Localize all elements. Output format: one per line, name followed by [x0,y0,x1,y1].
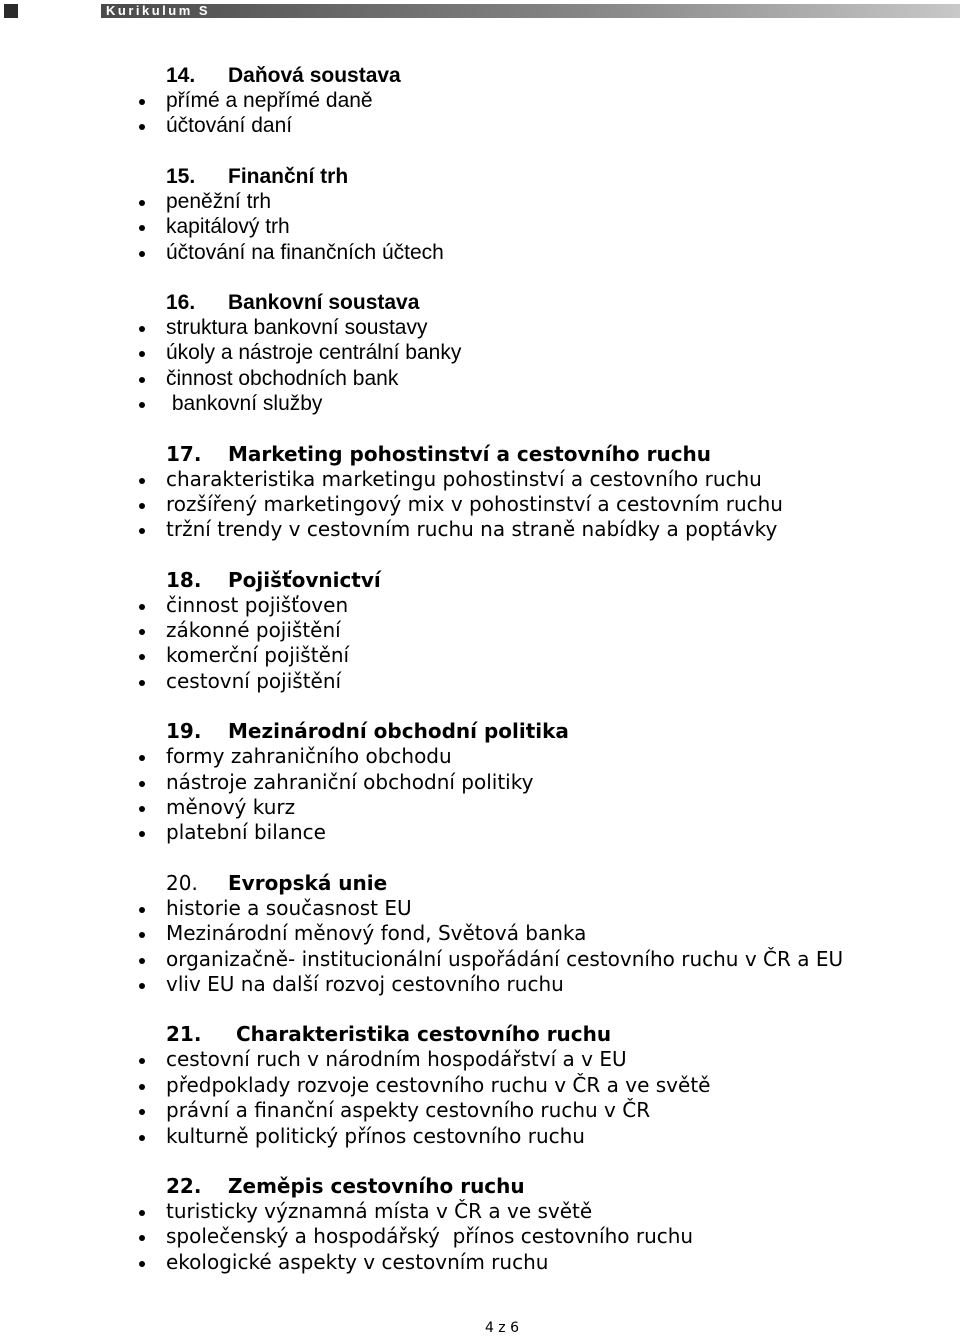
list-item: přímé a nepřímé daně [0,88,960,113]
section-title [0,871,960,896]
list-item: rozšířený marketingový mix v pohostinství a cestovním ruchu [0,492,960,517]
list-item: společenský a hospodářský přínos cestovního ruchu [0,1224,960,1249]
section-number: 21. [166,1022,202,1047]
section-14 [0,63,960,139]
list-item: platební bilance [0,820,960,845]
list-item: předpoklady rozvoje cestovního ruchu v ČR a ve světě [0,1073,960,1098]
header-bar [101,4,960,18]
section-15 [0,164,960,265]
list-item: účtování na finančních účtech [0,240,960,265]
section-number: 16. [166,290,196,314]
list-item: historie a současnost EU [0,896,960,921]
section-title [0,290,960,315]
list-item: turisticky významná místa v ČR a ve světě [0,1199,960,1224]
section-title [0,164,960,189]
list-item: Mezinárodní měnový fond, Světová banka [0,921,960,946]
bullet-list [0,315,960,417]
header-title: Kurikulum S [106,3,211,18]
section-heading: Bankovní soustava [228,290,420,314]
section-number: 18. [166,567,202,592]
section-title [0,568,960,593]
section-number: 14. [166,64,196,87]
section-title [0,1174,960,1199]
section-number: 20. [166,870,198,895]
list-item: formy zahraničního obchodu [0,744,960,769]
page-number: 4 z 6 [484,1320,520,1336]
list-item: cestovní pojištění [0,669,960,694]
section-heading: Mezinárodní obchodní politika [228,719,569,744]
list-item: kapitálový trh [0,214,960,239]
list-item: charakteristika marketingu pohostinství a cestovního ruchu [0,467,960,492]
list-item: struktura bankovní soustavy [0,315,960,340]
bullet-list [0,88,960,139]
bullet-list [0,189,960,265]
list-item: činnost pojišťoven [0,593,960,618]
list-item: organizačně- institucionální uspořádání cestovního ruchu v ČR a EU [0,947,960,972]
section-heading: Daňová soustava [228,64,401,87]
section-heading: Evropská unie [228,870,388,895]
bullet-list [0,896,960,998]
section-number: 15. [166,164,196,188]
list-item: peněžní trh [0,189,960,214]
section-title [0,63,960,88]
section-title [0,719,960,744]
section-heading: Pojišťovnictví [228,567,381,592]
section-title [0,1022,960,1047]
list-item: právní a finanční aspekty cestovního ruchu v ČR [0,1098,960,1123]
list-item: zákonné pojištění [0,618,960,643]
list-item: kulturně politický přínos cestovního ruchu [0,1124,960,1149]
page-footer [0,1318,960,1338]
list-item: cestovní ruch v národním hospodářství a v EU [0,1047,960,1072]
curriculum-content [0,63,960,1300]
section-20 [0,871,960,998]
list-item: tržní trendy v cestovním ruchu na straně nabídky a poptávky [0,517,960,542]
section-heading: Charakteristika cestovního ruchu [236,1022,612,1047]
bullet-list [0,467,960,543]
section-heading: Marketing pohostinství a cestovního ruchu [228,441,712,466]
section-22 [0,1174,960,1275]
list-item: účtování daní [0,113,960,138]
page-header [0,0,960,24]
list-item: činnost obchodních bank [0,366,960,391]
bullet-list [0,1199,960,1275]
list-item: komerční pojištění [0,643,960,668]
section-number: 17. [166,441,202,466]
section-heading: Zeměpis cestovního ruchu [228,1173,525,1198]
section-number: 22. [166,1173,202,1198]
list-item: ekologické aspekty v cestovním ruchu [0,1250,960,1275]
list-item: měnový kurz [0,795,960,820]
section-number: 19. [166,719,202,744]
section-16 [0,290,960,417]
section-21 [0,1022,960,1149]
bullet-list [0,593,960,695]
section-heading: Finanční trh [228,164,349,188]
header-square-logo [4,4,18,18]
section-17 [0,442,960,543]
bullet-list [0,1047,960,1149]
section-19 [0,719,960,846]
bullet-list [0,744,960,846]
section-title [0,442,960,467]
list-item: úkoly a nástroje centrální banky [0,340,960,365]
list-item: bankovní služby [0,391,960,416]
section-18 [0,568,960,695]
list-item: vliv EU na další rozvoj cestovního ruchu [0,972,960,997]
list-item: nástroje zahraniční obchodní politiky [0,770,960,795]
